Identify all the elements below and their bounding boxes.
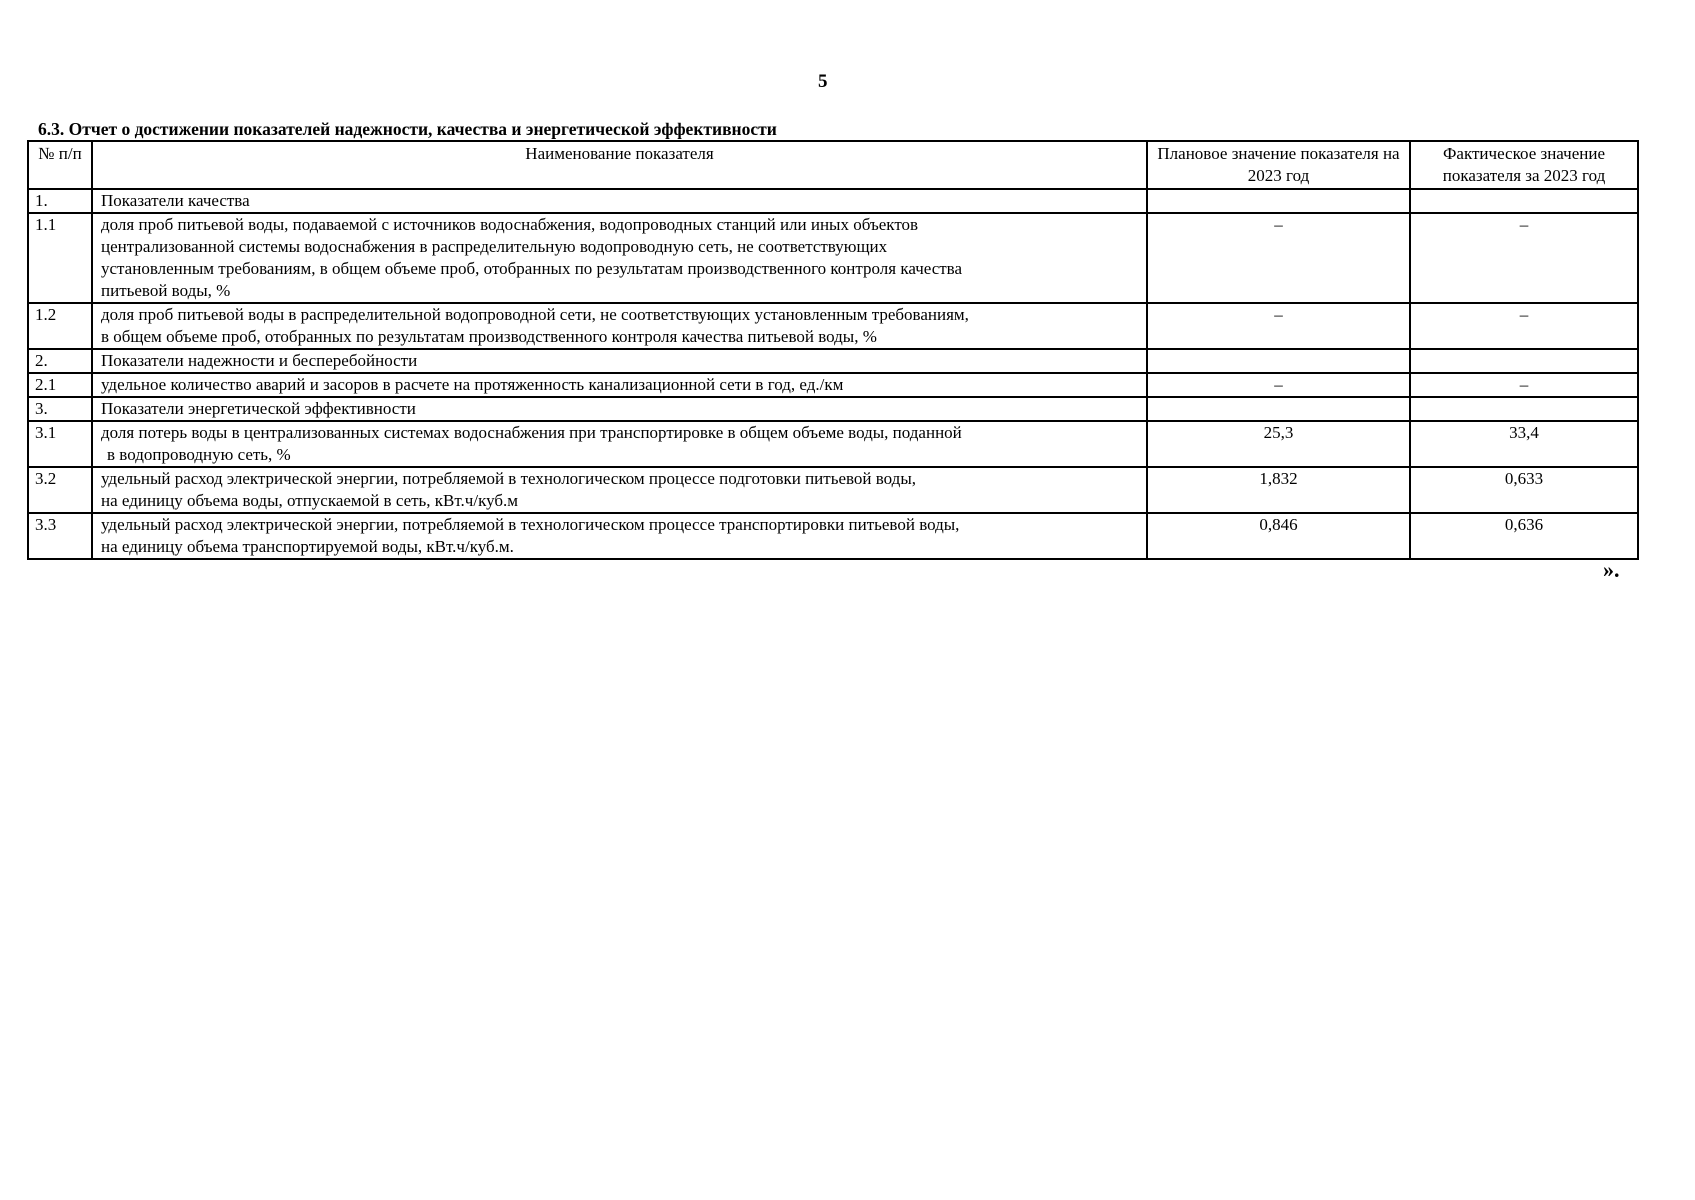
fact-value: – [1410, 373, 1638, 397]
plan-value: 0,846 [1147, 513, 1410, 559]
fact-value: – [1410, 213, 1638, 303]
indicator-name-line: доля проб питьевой воды, подаваемой с источников водоснабжения, водопроводных станций или иных объектов [101, 215, 919, 234]
table-row [28, 303, 1638, 349]
row-number: 3.3 [28, 513, 92, 559]
indicator-name [92, 349, 1147, 373]
table-header-row [28, 141, 1638, 189]
indicator-name [92, 213, 1147, 303]
fact-value: 0,633 [1410, 467, 1638, 513]
indicator-name-line: централизованной системы водоснабжения в распределительную водопроводную сеть, не соответствующих [101, 237, 888, 256]
indicator-name-line: в общем объеме проб, отобранных по результатам производственного контроля качества питьевой воды, % [101, 327, 877, 346]
section-title: 6.3. Отчет о достижении показателей надежности, качества и энергетической эффективности [38, 119, 777, 139]
plan-value [1147, 349, 1410, 373]
fact-value [1410, 397, 1638, 421]
indicator-name-line: удельный расход электрической энергии, потребляемой в технологическом процессе подготовки питьевой воды, [101, 469, 916, 488]
indicator-name-line: доля потерь воды в централизованных системах водоснабжения при транспортировке в общем объеме воды, поданной [101, 423, 962, 442]
table-row [28, 513, 1638, 559]
plan-value: – [1147, 373, 1410, 397]
indicator-name [92, 513, 1147, 559]
row-number: 2.1 [28, 373, 92, 397]
table-body [28, 189, 1638, 559]
page-number: 5 [818, 71, 828, 92]
table-row [28, 213, 1638, 303]
row-number: 1.1 [28, 213, 92, 303]
fact-value: – [1410, 303, 1638, 349]
indicator-name-line: установленным требованиям, в общем объеме проб, отобранных по результатам производственного контроля качества [101, 259, 963, 278]
plan-value: 25,3 [1147, 421, 1410, 467]
indicator-name-line: питьевой воды, % [101, 281, 231, 300]
row-number: 3.1 [28, 421, 92, 467]
row-number: 2. [28, 349, 92, 373]
section-row [28, 189, 1638, 213]
indicator-name-line: в водопроводную сеть, % [107, 445, 291, 464]
indicator-name [92, 421, 1147, 467]
indicator-name-line: Показатели надежности и бесперебойности [101, 351, 418, 370]
fact-value: 33,4 [1410, 421, 1638, 467]
indicator-name-line: удельный расход электрической энергии, потребляемой в технологическом процессе транспортировки питьевой воды, [101, 515, 960, 534]
header-fact: Фактическое значение показателя за 2023 год [1410, 141, 1638, 189]
row-number: 1. [28, 189, 92, 213]
row-number: 3.2 [28, 467, 92, 513]
indicator-name [92, 397, 1147, 421]
indicator-name-line: удельное количество аварий и засоров в расчете на протяженность канализационной сети в год, ед./км [101, 375, 844, 394]
fact-value [1410, 349, 1638, 373]
fact-value [1410, 189, 1638, 213]
table-row [28, 421, 1638, 467]
indicator-name-line: доля проб питьевой воды в распределительной водопроводной сети, не соответствующих установленным требованиям, [101, 305, 969, 324]
indicator-name [92, 303, 1147, 349]
section-row [28, 349, 1638, 373]
row-number: 1.2 [28, 303, 92, 349]
indicator-name [92, 373, 1147, 397]
header-name: Наименование показателя [92, 141, 1147, 189]
closing-quote-mark: ». [1603, 557, 1620, 582]
table-row [28, 373, 1638, 397]
plan-value: 1,832 [1147, 467, 1410, 513]
header-plan: Плановое значение показателя на 2023 год [1147, 141, 1410, 189]
plan-value [1147, 189, 1410, 213]
indicator-name [92, 189, 1147, 213]
indicator-name-line: Показатели качества [101, 191, 250, 210]
indicator-name-line: на единицу объема воды, отпускаемой в сеть, кВт.ч/куб.м [101, 491, 519, 510]
section-row [28, 397, 1638, 421]
table-row [28, 467, 1638, 513]
header-no: № п/п [28, 141, 92, 189]
plan-value: – [1147, 213, 1410, 303]
indicators-table [27, 140, 1639, 560]
indicator-name-line: на единицу объема транспортируемой воды, кВт.ч/куб.м. [101, 537, 514, 556]
plan-value: – [1147, 303, 1410, 349]
fact-value: 0,636 [1410, 513, 1638, 559]
row-number: 3. [28, 397, 92, 421]
indicator-name-line: Показатели энергетической эффективности [101, 399, 416, 418]
plan-value [1147, 397, 1410, 421]
indicator-name [92, 467, 1147, 513]
